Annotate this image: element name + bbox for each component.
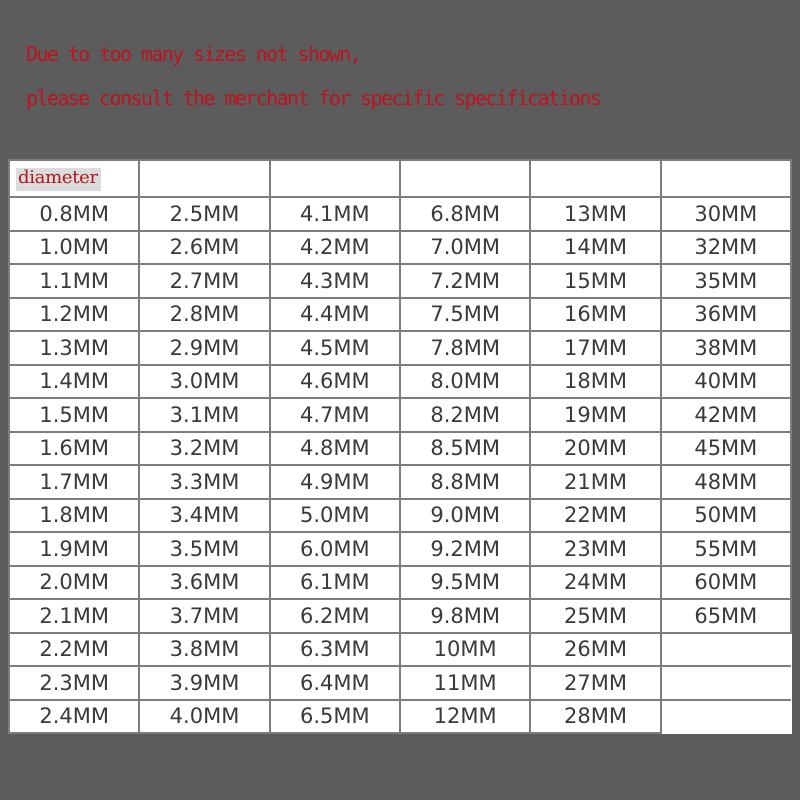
size-cell: 12MM [400,700,530,734]
size-cell: 35MM [661,264,791,298]
size-cell: 17MM [530,331,660,365]
notice-line-2: please consult the merchant for specific specifications [26,86,601,110]
size-cell: 65MM [661,599,791,633]
size-cell: 2.8MM [139,298,269,332]
table-row [9,264,791,298]
size-cell: 1.1MM [9,264,139,298]
size-cell: 4.6MM [270,365,400,399]
notice-line-1: Due to too many sizes not shown, [26,42,361,66]
header-cell-blank [530,160,660,197]
size-cell: 4.4MM [270,298,400,332]
table-row [9,197,791,231]
size-cell: 4.0MM [139,700,269,734]
size-cell: 1.2MM [9,298,139,332]
size-cell: 2.3MM [9,666,139,700]
size-cell: 22MM [530,499,660,533]
size-cell: 27MM [530,666,660,700]
size-cell: 4.9MM [270,465,400,499]
size-cell: 32MM [661,231,791,265]
size-cell: 2.9MM [139,331,269,365]
size-cell: 6.0MM [270,532,400,566]
size-cell: 7.0MM [400,231,530,265]
size-cell: 9.5MM [400,566,530,600]
size-cell: 10MM [400,633,530,667]
size-cell: 6.1MM [270,566,400,600]
table-row [9,398,791,432]
size-cell: 7.5MM [400,298,530,332]
size-cell: 2.1MM [9,599,139,633]
size-table-body [9,160,791,733]
size-cell: 3.9MM [139,666,269,700]
size-cell: 4.1MM [270,197,400,231]
size-cell: 2.4MM [9,700,139,734]
size-cell: 4.2MM [270,231,400,265]
size-cell: 23MM [530,532,660,566]
size-cell: 40MM [661,365,791,399]
size-cell: 6.8MM [400,197,530,231]
size-cell: 9.0MM [400,499,530,533]
size-cell: 6.3MM [270,633,400,667]
size-cell: 11MM [400,666,530,700]
size-cell: 26MM [530,633,660,667]
size-cell: 3.8MM [139,633,269,667]
table-row [9,566,791,600]
table-row [9,499,791,533]
size-cell: 42MM [661,398,791,432]
size-cell: 15MM [530,264,660,298]
empty-cell [661,633,791,667]
size-cell: 4.3MM [270,264,400,298]
empty-cell [661,666,791,700]
size-cell: 5.0MM [270,499,400,533]
size-cell: 6.4MM [270,666,400,700]
size-cell: 45MM [661,432,791,466]
table-row [9,231,791,265]
size-cell: 16MM [530,298,660,332]
table-row [9,666,791,700]
table-header-row [9,160,791,197]
table-row [9,599,791,633]
size-cell: 14MM [530,231,660,265]
size-cell: 1.6MM [9,432,139,466]
header-cell-blank [139,160,269,197]
table-row [9,432,791,466]
size-cell: 2.7MM [139,264,269,298]
size-cell: 8.2MM [400,398,530,432]
table-row [9,633,791,667]
size-cell: 1.4MM [9,365,139,399]
size-cell: 6.2MM [270,599,400,633]
size-cell: 0.8MM [9,197,139,231]
size-cell: 2.5MM [139,197,269,231]
size-cell: 4.8MM [270,432,400,466]
size-cell: 50MM [661,499,791,533]
size-cell: 3.5MM [139,532,269,566]
size-cell: 3.1MM [139,398,269,432]
size-cell: 7.2MM [400,264,530,298]
size-cell: 48MM [661,465,791,499]
size-cell: 38MM [661,331,791,365]
size-cell: 36MM [661,298,791,332]
table-row [9,465,791,499]
size-cell: 24MM [530,566,660,600]
table-row [9,532,791,566]
table-row [9,700,791,734]
table-row [9,298,791,332]
size-table [8,159,792,734]
size-cell: 1.9MM [9,532,139,566]
empty-cell [661,700,791,734]
header-cell-blank [270,160,400,197]
size-cell: 3.7MM [139,599,269,633]
size-cell: 3.3MM [139,465,269,499]
header-cell-blank [400,160,530,197]
size-cell: 3.6MM [139,566,269,600]
size-cell: 4.7MM [270,398,400,432]
header-cell [9,160,139,197]
size-cell: 20MM [530,432,660,466]
size-cell: 4.5MM [270,331,400,365]
size-cell: 2.2MM [9,633,139,667]
size-cell: 9.2MM [400,532,530,566]
size-cell: 2.0MM [9,566,139,600]
size-cell: 8.8MM [400,465,530,499]
size-cell: 25MM [530,599,660,633]
size-cell: 9.8MM [400,599,530,633]
size-cell: 3.4MM [139,499,269,533]
size-cell: 19MM [530,398,660,432]
size-cell: 1.5MM [9,398,139,432]
size-cell: 7.8MM [400,331,530,365]
table-row [9,365,791,399]
size-cell: 1.0MM [9,231,139,265]
size-cell: 1.8MM [9,499,139,533]
size-cell: 1.7MM [9,465,139,499]
size-cell: 1.3MM [9,331,139,365]
size-cell: 21MM [530,465,660,499]
size-cell: 8.0MM [400,365,530,399]
size-cell: 55MM [661,532,791,566]
size-cell: 18MM [530,365,660,399]
size-cell: 28MM [530,700,660,734]
size-cell: 3.2MM [139,432,269,466]
size-cell: 3.0MM [139,365,269,399]
size-cell: 2.6MM [139,231,269,265]
size-cell: 13MM [530,197,660,231]
diameter-label: diameter [16,168,101,191]
size-cell: 30MM [661,197,791,231]
size-cell: 8.5MM [400,432,530,466]
size-cell: 60MM [661,566,791,600]
table-row [9,331,791,365]
header-cell-blank [661,160,791,197]
size-cell: 6.5MM [270,700,400,734]
